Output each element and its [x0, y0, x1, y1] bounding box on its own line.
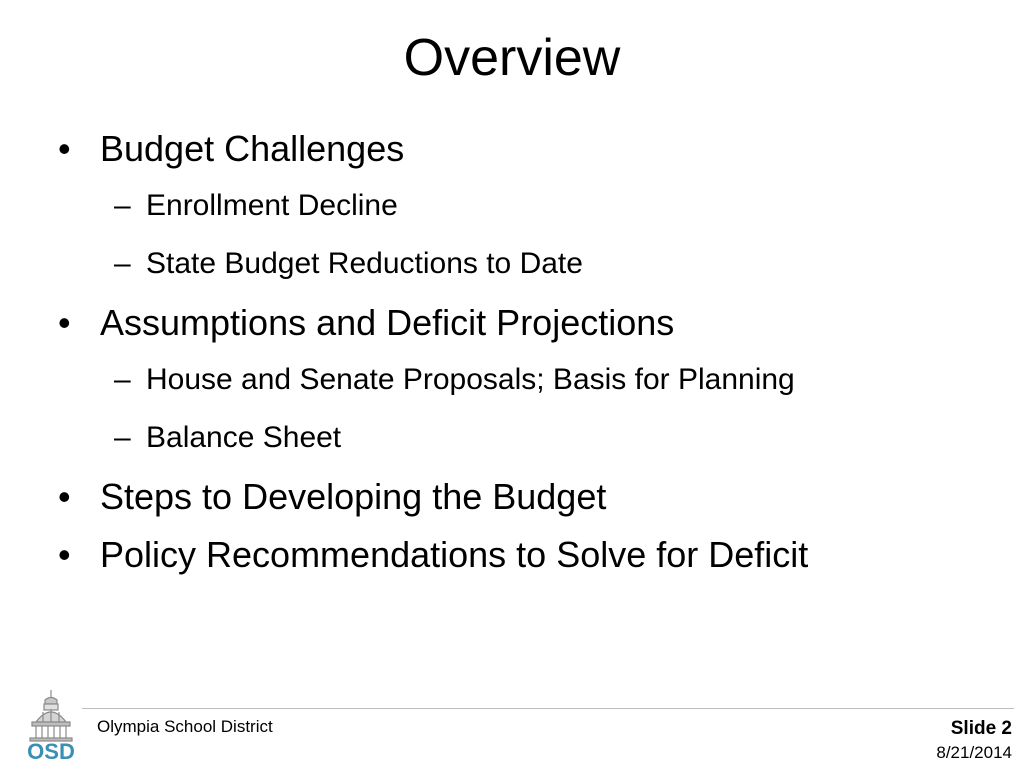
dash-icon: – [114, 363, 131, 396]
sub-bullet-text: State Budget Reductions to Date [146, 247, 583, 280]
sub-bullet-item [58, 414, 1008, 462]
bullet-icon: • [58, 128, 71, 169]
sub-bullet-text: House and Senate Proposals; Basis for Planning [146, 363, 795, 396]
logo-text: OSD [27, 739, 75, 762]
slide-title: Overview [403, 29, 621, 87]
bullet-list [58, 124, 1008, 588]
dash-icon: – [114, 247, 131, 280]
bullet-text: Steps to Developing the Budget [100, 476, 607, 517]
bullet-text: Assumptions and Deficit Projections [100, 302, 675, 343]
bullet-text: Policy Recommendations to Solve for Deficit [100, 534, 809, 575]
organization-name: Olympia School District [97, 717, 273, 736]
bullet-item [58, 298, 1008, 348]
sub-bullet-item [58, 240, 1008, 288]
capitol-dome-icon [30, 690, 72, 741]
bullet-item [58, 472, 1008, 522]
bullet-icon: • [58, 302, 71, 343]
sub-bullet-list [58, 356, 1008, 462]
sub-bullet-item [58, 356, 1008, 404]
slide-date: 8/21/2014 [936, 743, 1012, 762]
bullet-item [58, 530, 1008, 580]
bullet-text: Budget Challenges [100, 128, 405, 169]
slide-number: Slide 2 [950, 718, 1012, 739]
osd-logo [14, 688, 88, 762]
sub-bullet-text: Enrollment Decline [146, 189, 398, 222]
sub-bullet-list [58, 182, 1008, 288]
sub-bullet-item [58, 182, 1008, 230]
footer-divider [82, 708, 1014, 709]
dash-icon: – [114, 421, 131, 454]
bullet-icon: • [58, 476, 71, 517]
bullet-icon: • [58, 534, 71, 575]
bullet-item [58, 124, 1008, 174]
sub-bullet-text: Balance Sheet [146, 421, 342, 454]
dash-icon: – [114, 189, 131, 222]
